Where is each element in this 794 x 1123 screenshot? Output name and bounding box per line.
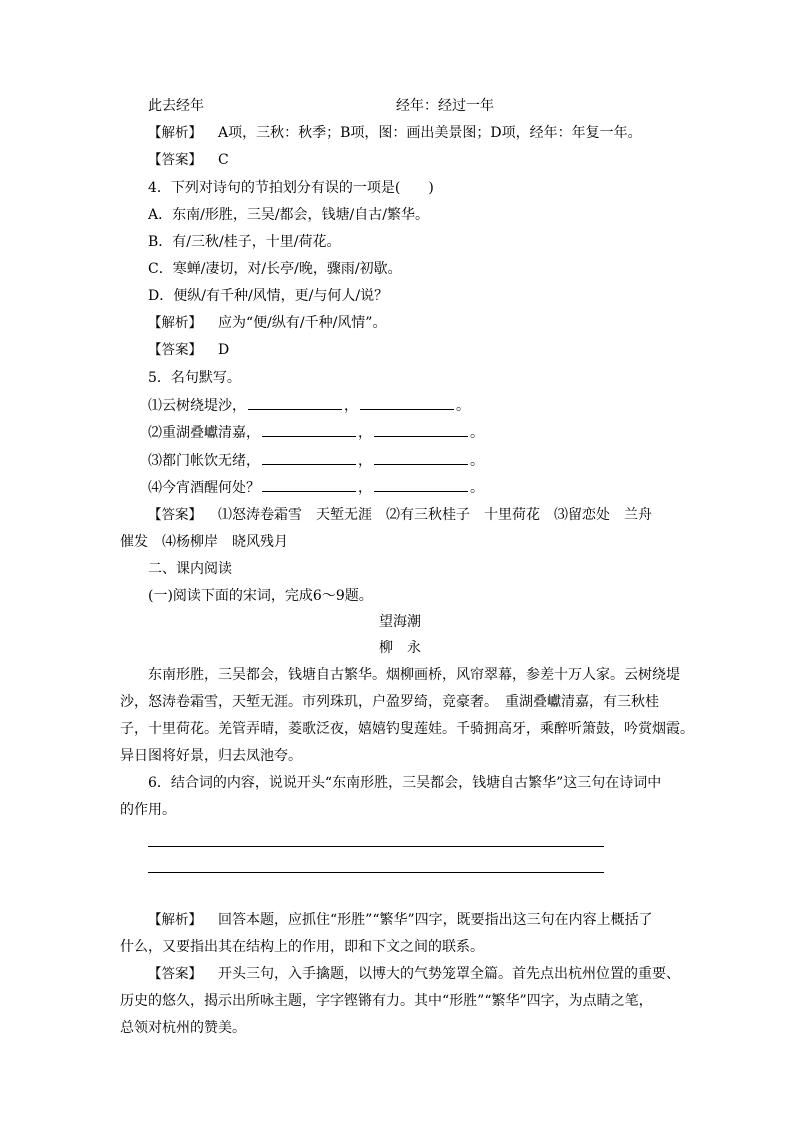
section-subheading: (一)阅读下面的宋词，完成6～9题。 [148,588,373,604]
q5-item-end: 。 [470,453,484,469]
poem-line-3: 子，十里荷花。羌管弄晴，菱歌泛夜，嬉嬉钓叟莲娃。千骑拥高牙，乘醉听箫鼓，吟赏烟霞。 [120,721,694,737]
q6-analysis-cont: 什么，又要指出其在结构上的作用，即和下文之间的联系。 [120,939,484,955]
answer-line-2 [148,872,604,873]
q5-item-4 [148,477,708,498]
poem-title: 望海潮 [379,614,421,630]
answer-blank [262,450,356,465]
q4-option-a: A．东南/形胜，三吴/都会，钱塘/自古/繁华。 [148,207,429,223]
q5-item-sep: ， [344,398,358,414]
q5-item-sep: ， [358,425,372,441]
analysis-label: 【解析】 [148,912,202,928]
q5-stem: 5．名句默写。 [148,370,241,386]
q5-item-end: 。 [470,425,484,441]
q4-analysis-text: 应为“便/纵有/千种/风情”。 [218,315,387,331]
q6-analysis-line1: 回答本题，应抓住“形胜”“繁华”四字，既要指出这三句在内容上概括了 [218,912,653,928]
answer-label: 【答案】 [148,507,202,523]
answer-blank [360,395,454,410]
answer-blank [262,422,356,437]
q5-item-3 [148,450,708,471]
q4-answer-text: D [218,342,230,358]
gloss-right: 经年：经过一年 [396,98,494,114]
q6-answer [148,964,680,984]
poem-line-4: 异日图将好景，归去凤池夸。 [120,748,302,764]
q3-answer-text: C [218,152,229,168]
q5-answer [148,505,680,525]
q5-answer-cont: 催发 ⑷杨柳岸 晓风残月 [120,534,288,550]
gloss-left: 此去经年 [148,98,204,114]
q5-item-sep: ， [358,453,372,469]
poem-line-2: 沙，怒涛卷霜雪，天堑无涯。市列珠玑，户盈罗绮，竞豪奢。 重湖叠巘清嘉，有三秋桂 [120,694,659,710]
q5-item-2 [148,422,708,443]
q4-option-b: B．有/三秋/桂子，十里/荷花。 [148,234,341,250]
q3-answer [148,150,708,170]
q4-stem: 4．下列对诗句的节拍划分有误的一项是( ) [148,180,434,196]
poem-author: 柳 永 [379,640,421,656]
q5-item-lead: ⑵重湖叠巘清嘉， [148,425,260,441]
section-heading: 二、课内阅读 [148,561,232,577]
q5-answer-line1: ⑴怒涛卷霜雪 天堑无涯 ⑵有三秋桂子 十里荷花 ⑶留恋处 兰舟 [218,507,652,523]
q3-analysis-text: A项，三秋：秋季；B项，图：画出美景图；D项，经年：年复一年。 [218,125,642,141]
q5-item-lead: ⑷今宵酒醒何处？ [148,480,260,496]
answer-label: 【答案】 [148,966,202,982]
analysis-label: 【解析】 [148,125,202,141]
q5-item-sep: ， [358,480,372,496]
answer-label: 【答案】 [148,342,202,358]
answer-line-1 [148,846,604,847]
q4-answer [148,340,708,360]
q5-item-1 [148,395,708,416]
answer-blank [374,450,468,465]
answer-blank [374,477,468,492]
q5-item-lead: ⑶都门帐饮无绪， [148,453,260,469]
q5-item-end: 。 [456,398,470,414]
gloss-row [148,96,708,116]
poem-line-1: 东南形胜，三吴都会，钱塘自古繁华。烟柳画桥，风帘翠幕，参差十万人家。云树绕堤 [148,667,680,683]
q6-analysis [148,910,680,930]
answer-blank [374,422,468,437]
q4-option-c: C．寒蝉/凄切，对/长亭/晚，骤雨/初歇。 [148,261,402,277]
q5-item-lead: ⑴云树绕堤沙， [148,398,246,414]
q3-analysis [148,123,708,143]
answer-label: 【答案】 [148,152,202,168]
q4-analysis [148,313,708,333]
q6-stem-line1: 6．结合词的内容，说说开头“东南形胜，三吴都会，钱塘自古繁华”这三句在诗词中 [148,775,662,791]
q6-answer-cont-2: 总领对杭州的赞美。 [120,1020,246,1036]
answer-blank [262,477,356,492]
q6-stem-line2: 的作用。 [120,802,176,818]
q6-answer-cont-1: 历史的悠久，揭示出所咏主题，字字铿锵有力。其中“形胜”“繁华”四字，为点睛之笔， [120,993,653,1009]
q4-option-d: D．便纵/有千种/风情，更/与何人/说？ [148,288,389,304]
analysis-label: 【解析】 [148,315,202,331]
answer-blank [248,395,342,410]
q6-answer-line1: 开头三句，入手擒题，以博大的气势笼罩全篇。首先点出杭州位置的重要、 [218,966,680,982]
q5-item-end: 。 [470,480,484,496]
